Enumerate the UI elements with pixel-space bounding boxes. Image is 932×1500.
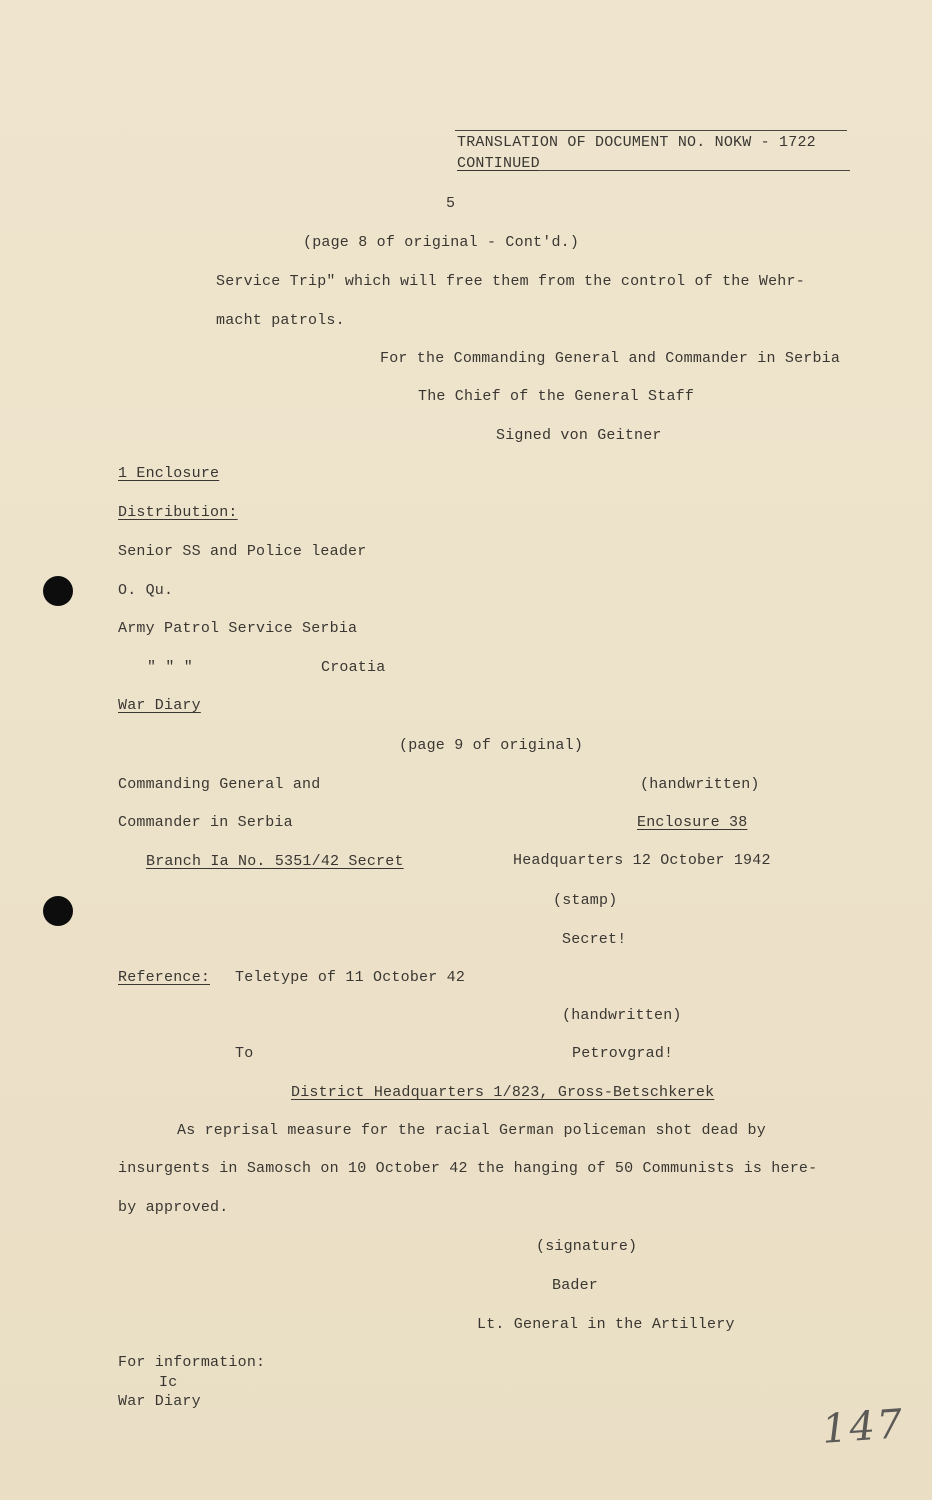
signer-rank: Lt. General in the Artillery — [477, 1316, 735, 1333]
signature-block-line-1: For the Commanding General and Commander in Serbia — [380, 350, 841, 367]
signature-block-line-3: Signed von Geitner — [496, 427, 662, 444]
order-line-2: insurgents in Samosch on 10 October 42 the hanging of 50 Communists is here- — [118, 1160, 818, 1177]
stamp-note: (stamp) — [553, 892, 618, 909]
recipient-address: District Headquarters 1/823, Gross-Betschkerek — [291, 1084, 715, 1101]
page-number: 5 — [446, 195, 456, 212]
distribution-ditto: " " " — [147, 659, 194, 676]
header-continued: CONTINUED — [457, 155, 540, 172]
letterhead-left-2: Commander in Serbia — [118, 814, 293, 831]
letterhead-left-1: Commanding General and — [118, 776, 321, 793]
secret-mark: Secret! — [562, 931, 627, 948]
handwritten-folio-number: 147 — [820, 1401, 906, 1453]
distribution-item: Senior SS and Police leader — [118, 543, 367, 560]
headquarters-date: Headquarters 12 October 1942 — [513, 852, 771, 869]
header-rule-bottom — [540, 170, 850, 171]
page-reference-8: (page 8 of original - Cont'd.) — [303, 234, 580, 251]
punch-hole-bottom — [43, 896, 73, 926]
info-line-3: War Diary — [118, 1393, 201, 1410]
distribution-croatia: Croatia — [321, 659, 386, 676]
handwritten-note-2: (handwritten) — [562, 1007, 682, 1024]
order-line-3: by approved. — [118, 1199, 229, 1216]
petrovgrad-note: Petrovgrad! — [572, 1045, 674, 1062]
info-line-2: Ic — [159, 1374, 178, 1391]
reference-label: Reference: — [118, 969, 211, 986]
punch-hole-top — [43, 576, 73, 606]
distribution-war-diary: War Diary — [118, 697, 201, 714]
header-rule-top — [455, 130, 847, 131]
body-line-2: macht patrols. — [216, 312, 345, 329]
order-line-1: As reprisal measure for the racial German policeman shot dead by — [177, 1122, 766, 1139]
signature-block-line-2: The Chief of the General Staff — [418, 388, 695, 405]
reference-text: Teletype of 11 October 42 — [235, 969, 466, 986]
handwritten-note-1: (handwritten) — [640, 776, 760, 793]
signature-note: (signature) — [536, 1238, 638, 1255]
enclosure-38: Enclosure 38 — [637, 814, 748, 831]
branch-reference: Branch Ia No. 5351/42 Secret — [146, 853, 404, 870]
to-label: To — [235, 1045, 254, 1062]
page-reference-9: (page 9 of original) — [399, 737, 584, 754]
distribution-item: Army Patrol Service Serbia — [118, 620, 358, 637]
distribution-item: O. Qu. — [118, 582, 174, 599]
body-line-1: Service Trip" which will free them from the control of the Wehr- — [216, 273, 805, 290]
header-title: TRANSLATION OF DOCUMENT NO. NOKW - 1722 — [457, 134, 816, 151]
enclosure-label: 1 Enclosure — [118, 465, 220, 482]
info-line-1: For information: — [118, 1354, 266, 1371]
distribution-heading: Distribution: — [118, 504, 238, 521]
signer-name: Bader — [552, 1277, 599, 1294]
